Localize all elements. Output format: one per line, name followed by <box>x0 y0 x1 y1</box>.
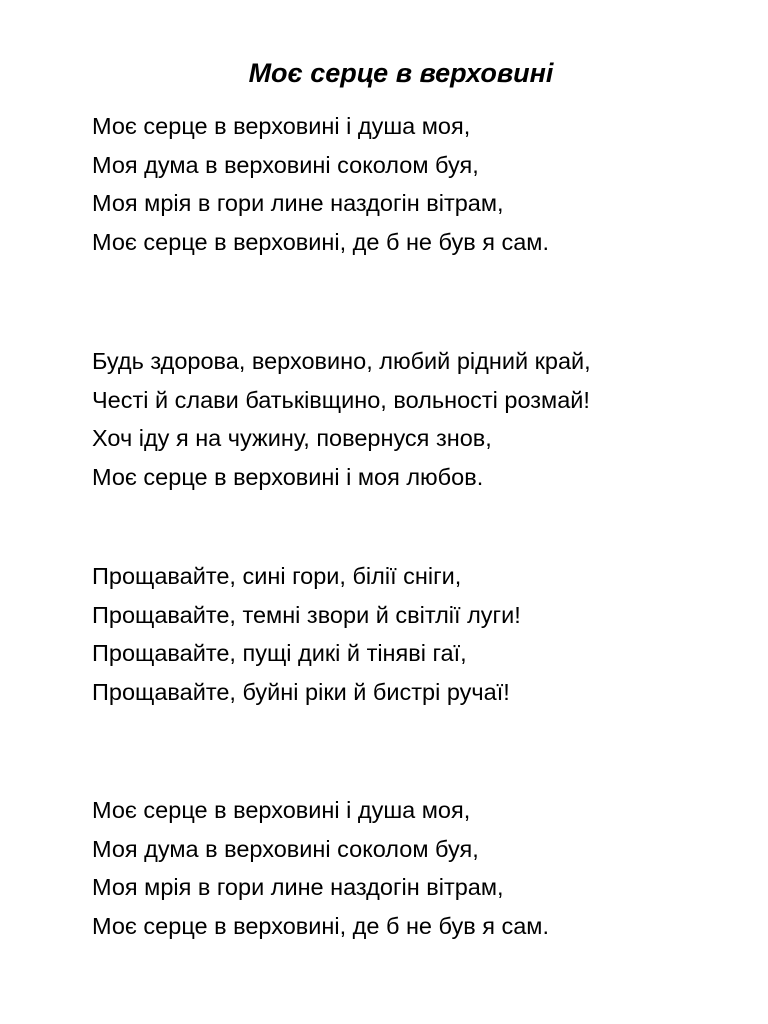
stanza-line: Моє серце в верховині і моя любов. <box>92 463 484 490</box>
stanza-line: Прощавайте, буйні ріки й бистрі ручаї! <box>92 678 510 705</box>
stanza-line: Моє серце в верховині і душа моя, <box>92 113 471 139</box>
page-title: Моє серце в верховині <box>248 58 554 88</box>
stanza-line: Моя мрія в гори лине наздогін вітрам, <box>92 874 504 900</box>
stanza-line: Моя мрія в гори лине наздогін вітрам, <box>92 190 504 216</box>
stanza-line: Прощавайте, пущі дикі й тіняві гаї, <box>92 640 467 666</box>
stanza-line: Моя дума в верховині соколом буя, <box>92 151 479 178</box>
stanza-line: Хоч іду я на чужину, повернуся знов, <box>92 425 492 451</box>
stanza-line: Моє серце в верховині, де б не був я сам. <box>92 228 549 255</box>
stanza-line: Моє серце в верховині і душа моя, <box>92 797 471 823</box>
stanza-line: Честі й слави батьківщино, вольності розмай! <box>92 386 590 413</box>
stanza-1 <box>92 107 549 261</box>
stanza-line: Будь здорова, верховино, любий рідний край, <box>92 348 591 374</box>
stanza-2 <box>92 342 591 496</box>
stanza-3 <box>92 557 521 711</box>
stanza-line: Моя дума в верховині соколом буя, <box>92 835 479 862</box>
stanza-line: Прощавайте, темні звори й світлії луги! <box>92 601 521 628</box>
stanza-line: Моє серце в верховині, де б не був я сам. <box>92 912 549 939</box>
stanza-line: Прощавайте, сині гори, білії сніги, <box>92 563 462 589</box>
stanza-4 <box>92 791 549 945</box>
